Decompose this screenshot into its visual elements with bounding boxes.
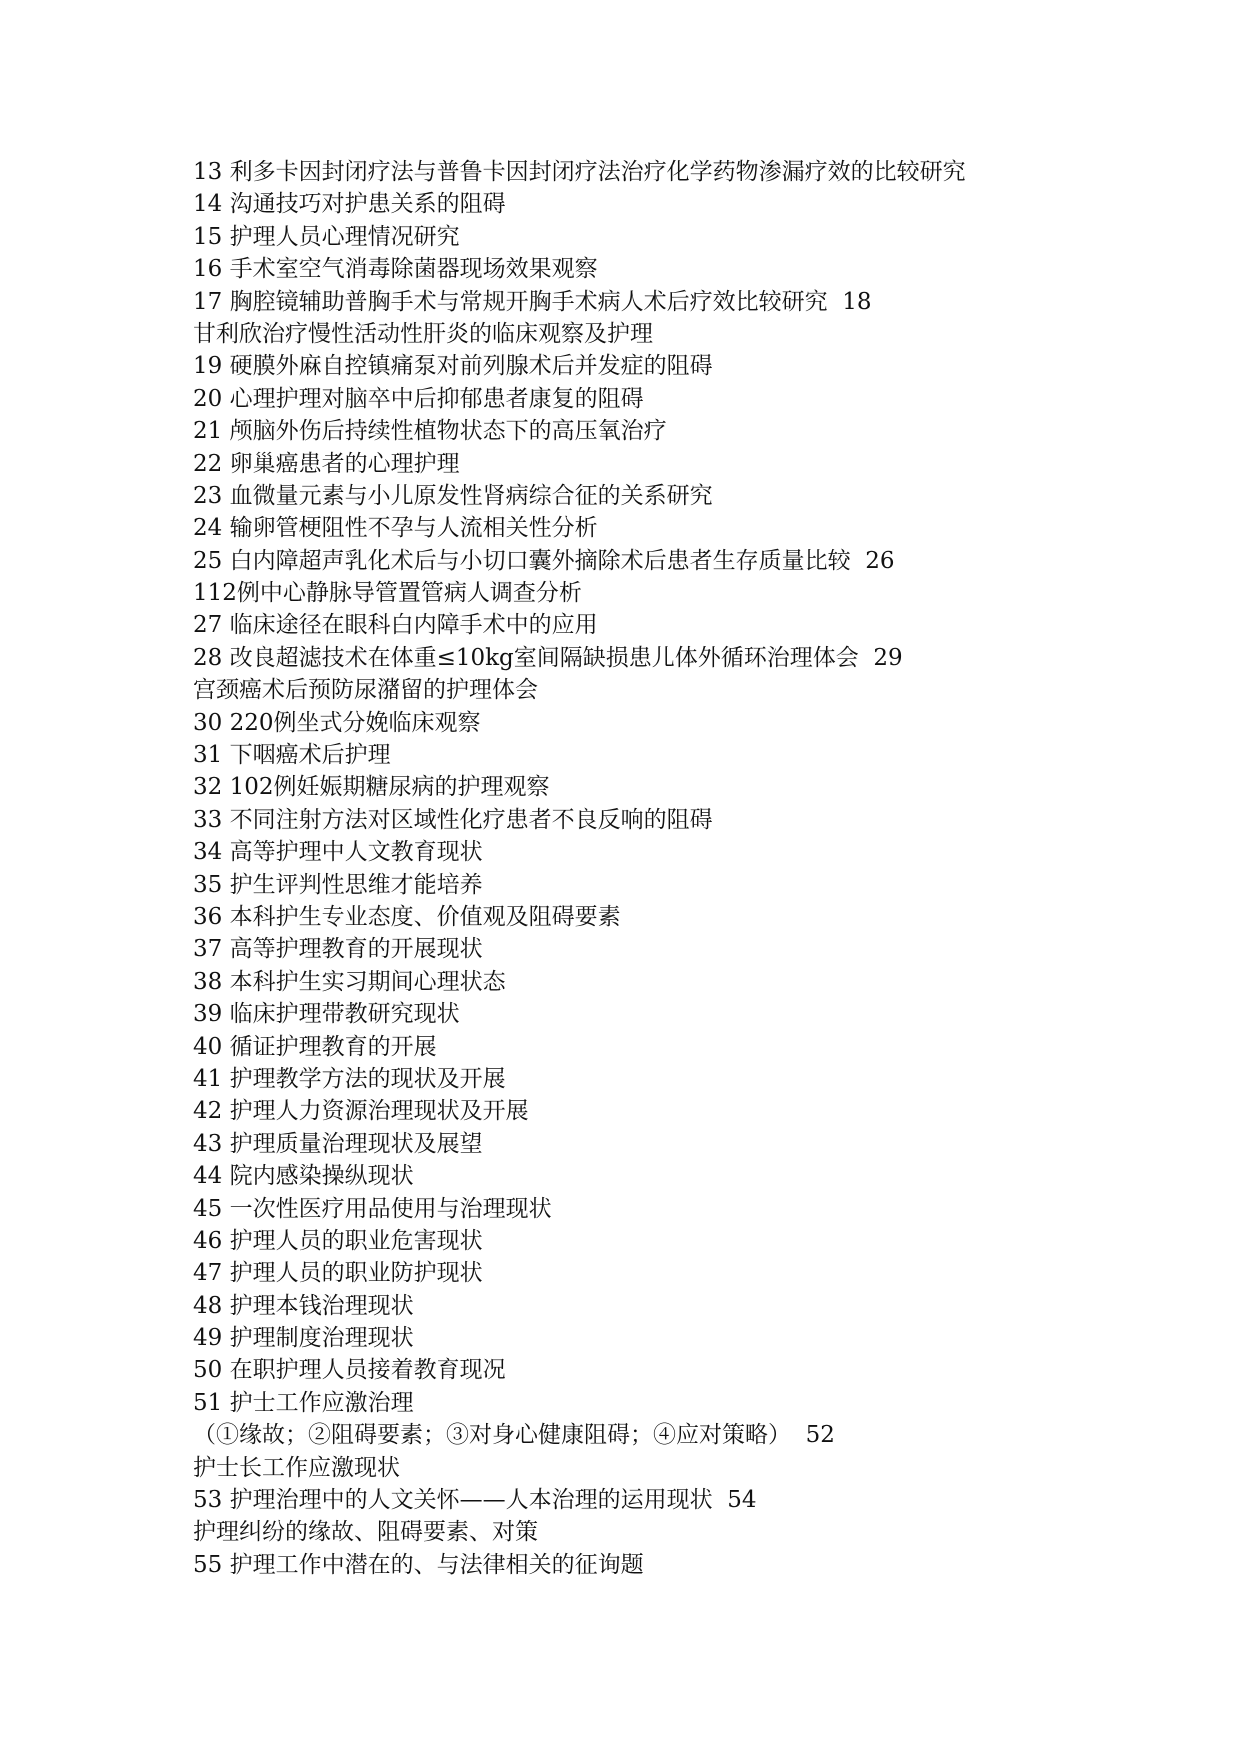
list-item: 34 高等护理中人文教育现状: [193, 839, 483, 866]
list-item: 15 护理人员心理情况研究: [193, 223, 460, 250]
list-item: 33 不同注射方法对区域性化疗患者不良反响的阻碍: [193, 806, 713, 833]
list-item: 32 102例妊娠期糖尿病的护理观察: [193, 774, 550, 801]
list-item: 22 卵巢癌患者的心理护理: [193, 450, 460, 477]
list-item: 36 本科护生专业态度、价值观及阻碍要素: [193, 903, 621, 930]
topic-list: [193, 156, 1193, 1581]
list-item: 49 护理制度治理现状: [193, 1325, 414, 1352]
list-item: 护士长工作应激现状: [193, 1454, 400, 1481]
list-item: 48 护理本钱治理现状: [193, 1292, 414, 1319]
list-item: 50 在职护理人员接着教育现况: [193, 1357, 506, 1384]
list-item: 42 护理人力资源治理现状及开展: [193, 1098, 529, 1125]
list-item: 45 一次性医疗用品使用与治理现状: [193, 1195, 552, 1222]
list-item: 47 护理人员的职业防护现状: [193, 1260, 483, 1287]
list-item: 23 血微量元素与小儿原发性肾病综合征的关系研究: [193, 482, 713, 509]
list-item: 41 护理教学方法的现状及开展: [193, 1065, 506, 1092]
list-item: 40 循证护理教育的开展: [193, 1033, 437, 1060]
list-item: 甘利欣治疗慢性活动性肝炎的临床观察及护理: [193, 320, 653, 347]
list-item: （①缘故；②阻碍要素；③对身心健康阻碍；④应对策略） 52: [193, 1422, 835, 1449]
list-item: 46 护理人员的职业危害现状: [193, 1227, 483, 1254]
list-item: 112例中心静脉导管置管病人调查分析: [193, 580, 582, 607]
list-item: 38 本科护生实习期间心理状态: [193, 968, 506, 995]
list-item: 16 手术室空气消毒除菌器现场效果观察: [193, 256, 598, 283]
list-item: 28 改良超滤技术在体重≤10kg室间隔缺损患儿体外循环治理体会 29: [193, 644, 903, 671]
list-item: 44 院内感染操纵现状: [193, 1163, 414, 1190]
list-item: 17 胸腔镜辅助普胸手术与常规开胸手术病人术后疗效比较研究 18: [193, 288, 872, 315]
list-item: 宫颈癌术后预防尿潴留的护理体会: [193, 677, 538, 704]
list-item: 13 利多卡因封闭疗法与普鲁卡因封闭疗法治疗化学药物渗漏疗效的比较研究: [193, 159, 966, 185]
list-item: 35 护生评判性思维才能培养: [193, 871, 483, 898]
list-item: 51 护士工作应激治理: [193, 1389, 414, 1416]
list-item: 21 颅脑外伤后持续性植物状态下的高压氧治疗: [193, 418, 667, 445]
list-item: 24 输卵管梗阻性不孕与人流相关性分析: [193, 515, 598, 542]
list-item: 31 下咽癌术后护理: [193, 742, 391, 769]
list-item: 20 心理护理对脑卒中后抑郁患者康复的阻碍: [193, 385, 644, 412]
list-item: 43 护理质量治理现状及展望: [193, 1130, 483, 1157]
list-item: 14 沟通技巧对护患关系的阻碍: [193, 191, 506, 218]
list-item: 37 高等护理教育的开展现状: [193, 936, 483, 963]
list-item: 27 临床途径在眼科白内障手术中的应用: [193, 612, 598, 639]
list-item: 护理纠纷的缘故、阻碍要素、对策: [193, 1519, 538, 1546]
list-item: 53 护理治理中的人文关怀——人本治理的运用现状 54: [193, 1487, 757, 1514]
list-item: 55 护理工作中潜在的、与法律相关的征询题: [193, 1551, 644, 1578]
list-item: 19 硬膜外麻自控镇痛泵对前列腺术后并发症的阻碍: [193, 353, 713, 380]
list-item: 39 临床护理带教研究现状: [193, 1001, 460, 1028]
list-item: 30 220例坐式分娩临床观察: [193, 709, 481, 736]
list-item: 25 白内障超声乳化术后与小切口囊外摘除术后患者生存质量比较 26: [193, 547, 895, 574]
